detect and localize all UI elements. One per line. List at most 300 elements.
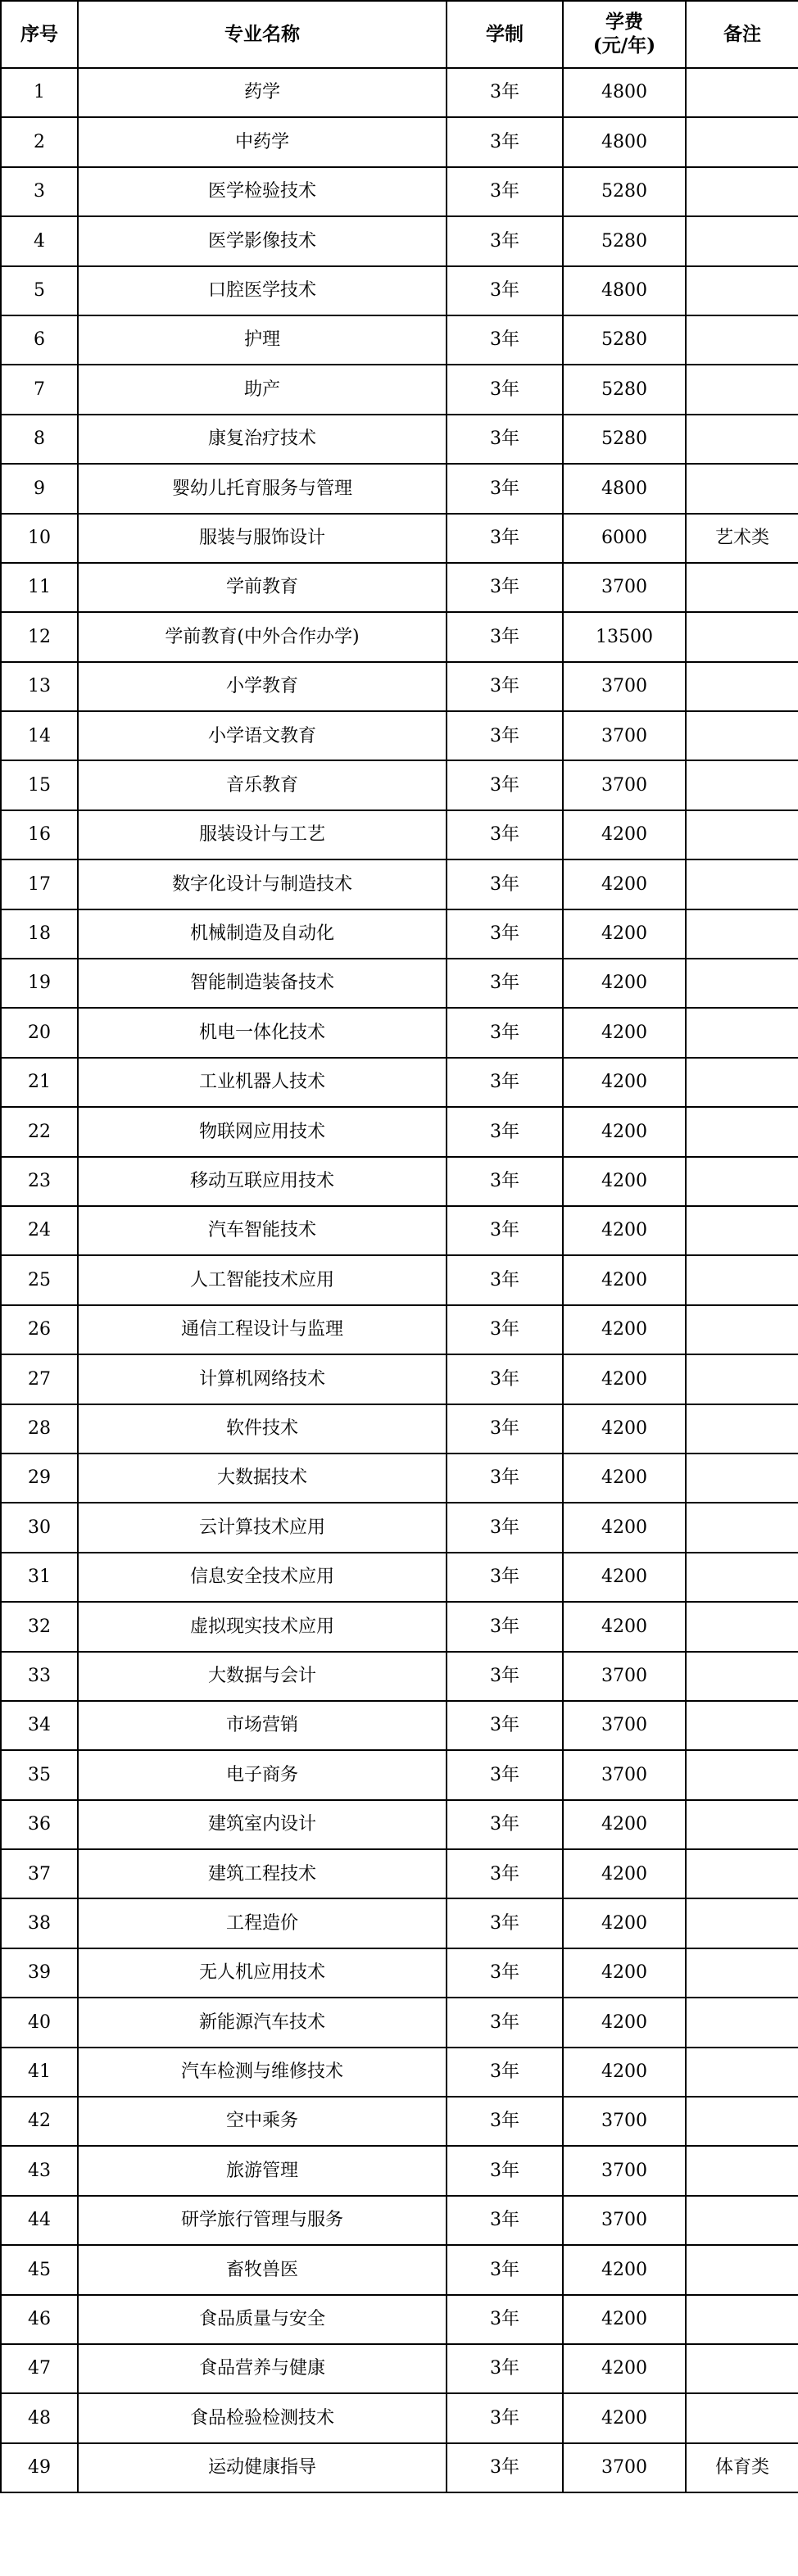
table-row [1,760,798,810]
cell-major-name: 医学影像技术 [78,216,447,265]
cell-major-name: 信息安全技术应用 [78,1553,447,1602]
cell-tuition: 5280 [563,415,686,464]
table-row [1,365,798,414]
cell-tuition: 4200 [563,2245,686,2294]
cell-note [686,2295,798,2344]
cell-duration: 3年 [447,711,563,760]
cell-index: 21 [1,1058,78,1107]
cell-major-name: 食品营养与健康 [78,2344,447,2393]
cell-major-name: 新能源汽车技术 [78,1998,447,2047]
cell-note [686,1602,798,1651]
table-row [1,464,798,513]
table-row [1,1206,798,1255]
cell-note [686,1652,798,1701]
cell-note [686,365,798,414]
cell-tuition: 3700 [563,711,686,760]
cell-duration: 3年 [447,1404,563,1454]
cell-index: 4 [1,216,78,265]
cell-duration: 3年 [447,909,563,959]
cell-major-name: 研学旅行管理与服务 [78,2196,447,2245]
cell-major-name: 通信工程设计与监理 [78,1305,447,1354]
cell-index: 46 [1,2295,78,2344]
cell-tuition: 3700 [563,2196,686,2245]
cell-tuition: 4800 [563,464,686,513]
cell-duration: 3年 [447,2344,563,2393]
table-row [1,1354,798,1404]
cell-index: 24 [1,1206,78,1255]
cell-note [686,1998,798,2047]
cell-index: 40 [1,1998,78,2047]
cell-note [686,68,798,117]
table-row [1,2146,798,2195]
cell-note [686,662,798,711]
cell-major-name: 机电一体化技术 [78,1008,447,1057]
cell-note [686,2344,798,2393]
cell-tuition: 5280 [563,315,686,365]
table-row [1,1553,798,1602]
cell-index: 6 [1,315,78,365]
cell-note [686,1206,798,1255]
cell-tuition: 3700 [563,1652,686,1701]
cell-major-name: 运动健康指导 [78,2443,447,2492]
table-row [1,2196,798,2245]
header-row [1,1,798,68]
cell-index: 42 [1,2097,78,2146]
cell-tuition: 5280 [563,365,686,414]
table-row [1,1255,798,1304]
cell-tuition: 13500 [563,612,686,661]
header-index: 序号 [1,1,78,68]
cell-duration: 3年 [447,1206,563,1255]
cell-index: 33 [1,1652,78,1701]
cell-note [686,1354,798,1404]
cell-tuition: 4200 [563,2295,686,2344]
cell-major-name: 建筑室内设计 [78,1800,447,1849]
cell-duration: 3年 [447,1058,563,1107]
cell-duration: 3年 [447,266,563,315]
cell-index: 2 [1,117,78,166]
table-row [1,2443,798,2492]
cell-tuition: 4200 [563,1849,686,1898]
cell-note [686,1553,798,1602]
cell-index: 11 [1,563,78,612]
cell-note [686,167,798,216]
cell-duration: 3年 [447,1354,563,1404]
cell-note [686,760,798,810]
cell-tuition: 3700 [563,760,686,810]
cell-tuition: 4200 [563,1354,686,1404]
cell-note [686,1404,798,1454]
cell-major-name: 大数据与会计 [78,1652,447,1701]
cell-duration: 3年 [447,1553,563,1602]
cell-duration: 3年 [447,760,563,810]
cell-tuition: 3700 [563,662,686,711]
cell-tuition: 4200 [563,1305,686,1354]
table-row [1,2048,798,2097]
cell-index: 30 [1,1503,78,1552]
cell-index: 31 [1,1553,78,1602]
cell-duration: 3年 [447,1255,563,1304]
table-row [1,1454,798,1503]
cell-major-name: 医学检验技术 [78,167,447,216]
cell-tuition: 4200 [563,1255,686,1304]
table-row [1,909,798,959]
cell-major-name: 移动互联应用技术 [78,1157,447,1206]
table-row [1,810,798,859]
cell-major-name: 音乐教育 [78,760,447,810]
cell-index: 32 [1,1602,78,1651]
cell-index: 14 [1,711,78,760]
cell-tuition: 3700 [563,563,686,612]
table-row [1,2295,798,2344]
cell-duration: 3年 [447,2393,563,2442]
cell-tuition: 3700 [563,2097,686,2146]
cell-index: 17 [1,859,78,909]
cell-note [686,810,798,859]
cell-major-name: 软件技术 [78,1404,447,1454]
cell-duration: 3年 [447,514,563,563]
cell-duration: 3年 [447,1454,563,1503]
cell-tuition: 5280 [563,216,686,265]
cell-duration: 3年 [447,1107,563,1156]
cell-index: 22 [1,1107,78,1156]
table-row [1,1157,798,1206]
table-row [1,1058,798,1107]
table-row [1,68,798,117]
table-row [1,959,798,1008]
cell-tuition: 4800 [563,117,686,166]
header-major-name: 专业名称 [78,1,447,68]
header-tuition [563,1,686,68]
table-row [1,2344,798,2393]
cell-major-name: 畜牧兽医 [78,2245,447,2294]
cell-index: 15 [1,760,78,810]
cell-tuition: 4200 [563,859,686,909]
cell-note [686,216,798,265]
cell-index: 16 [1,810,78,859]
table-row [1,1404,798,1454]
table-row [1,1998,798,2047]
cell-index: 23 [1,1157,78,1206]
cell-index: 36 [1,1800,78,1849]
table-row [1,117,798,166]
cell-index: 25 [1,1255,78,1304]
cell-tuition: 4200 [563,2344,686,2393]
cell-note [686,266,798,315]
table-row [1,1800,798,1849]
table-row [1,612,798,661]
cell-major-name: 助产 [78,365,447,414]
cell-major-name: 工程造价 [78,1898,447,1948]
cell-index: 44 [1,2196,78,2245]
cell-duration: 3年 [447,810,563,859]
cell-major-name: 旅游管理 [78,2146,447,2195]
cell-duration: 3年 [447,2196,563,2245]
cell-major-name: 口腔医学技术 [78,266,447,315]
cell-duration: 3年 [447,859,563,909]
cell-index: 12 [1,612,78,661]
cell-major-name: 虚拟现实技术应用 [78,1602,447,1651]
cell-duration: 3年 [447,959,563,1008]
table-row [1,1948,798,1998]
table-row [1,563,798,612]
cell-note [686,1503,798,1552]
cell-note [686,1898,798,1948]
cell-tuition: 4200 [563,1553,686,1602]
cell-tuition: 3700 [563,1750,686,1799]
cell-tuition: 4200 [563,1008,686,1057]
cell-tuition: 4200 [563,1404,686,1454]
cell-index: 41 [1,2048,78,2097]
cell-duration: 3年 [447,1998,563,2047]
table-row [1,1305,798,1354]
cell-index: 49 [1,2443,78,2492]
cell-index: 3 [1,167,78,216]
cell-major-name: 服装设计与工艺 [78,810,447,859]
cell-major-name: 计算机网络技术 [78,1354,447,1404]
cell-note [686,1948,798,1998]
cell-major-name: 服装与服饰设计 [78,514,447,563]
cell-major-name: 婴幼儿托育服务与管理 [78,464,447,513]
cell-duration: 3年 [447,365,563,414]
cell-note: 艺术类 [686,514,798,563]
cell-major-name: 智能制造装备技术 [78,959,447,1008]
table-row [1,859,798,909]
header-tuition-label: 学费 [605,11,643,34]
cell-tuition: 4200 [563,1454,686,1503]
table-row [1,2097,798,2146]
table-row [1,1107,798,1156]
cell-tuition: 4200 [563,1058,686,1107]
cell-tuition: 6000 [563,514,686,563]
table-row [1,216,798,265]
cell-index: 29 [1,1454,78,1503]
cell-duration: 3年 [447,1305,563,1354]
cell-major-name: 大数据技术 [78,1454,447,1503]
cell-tuition: 4200 [563,1107,686,1156]
cell-index: 19 [1,959,78,1008]
table-row [1,1849,798,1898]
cell-major-name: 药学 [78,68,447,117]
cell-tuition: 4200 [563,1898,686,1948]
cell-duration: 3年 [447,1008,563,1057]
cell-major-name: 食品检验检测技术 [78,2393,447,2442]
cell-note [686,117,798,166]
table-row [1,1652,798,1701]
table-row [1,1701,798,1750]
cell-tuition: 5280 [563,167,686,216]
cell-duration: 3年 [447,2146,563,2195]
cell-duration: 3年 [447,612,563,661]
cell-duration: 3年 [447,1849,563,1898]
cell-major-name: 无人机应用技术 [78,1948,447,1998]
cell-duration: 3年 [447,216,563,265]
cell-index: 34 [1,1701,78,1750]
cell-tuition: 4200 [563,1206,686,1255]
cell-index: 28 [1,1404,78,1454]
cell-duration: 3年 [447,464,563,513]
cell-tuition: 4800 [563,266,686,315]
cell-index: 48 [1,2393,78,2442]
cell-note [686,1008,798,1057]
cell-tuition: 4200 [563,959,686,1008]
cell-major-name: 康复治疗技术 [78,415,447,464]
table-row [1,514,798,563]
cell-duration: 3年 [447,315,563,365]
cell-duration: 3年 [447,1800,563,1849]
cell-note [686,1157,798,1206]
cell-duration: 3年 [447,1701,563,1750]
table-row [1,167,798,216]
cell-index: 18 [1,909,78,959]
cell-major-name: 小学教育 [78,662,447,711]
cell-index: 7 [1,365,78,414]
cell-major-name: 机械制造及自动化 [78,909,447,959]
cell-tuition: 4200 [563,2393,686,2442]
cell-duration: 3年 [447,2048,563,2097]
table-row [1,2245,798,2294]
cell-note [686,1849,798,1898]
cell-note [686,1305,798,1354]
table-row [1,1898,798,1948]
cell-major-name: 汽车智能技术 [78,1206,447,1255]
cell-note [686,612,798,661]
cell-index: 38 [1,1898,78,1948]
cell-index: 26 [1,1305,78,1354]
cell-duration: 3年 [447,2097,563,2146]
cell-tuition: 3700 [563,2443,686,2492]
table-row [1,266,798,315]
header-duration: 学制 [447,1,563,68]
cell-major-name: 中药学 [78,117,447,166]
cell-duration: 3年 [447,662,563,711]
table-header [1,1,798,68]
table-row [1,1503,798,1552]
header-tuition-unit: (元/年) [592,34,656,57]
table-row [1,1008,798,1057]
cell-tuition: 4200 [563,1157,686,1206]
cell-duration: 3年 [447,1948,563,1998]
cell-major-name: 人工智能技术应用 [78,1255,447,1304]
cell-index: 9 [1,464,78,513]
cell-duration: 3年 [447,415,563,464]
cell-note [686,415,798,464]
cell-major-name: 物联网应用技术 [78,1107,447,1156]
cell-duration: 3年 [447,1750,563,1799]
cell-note [686,959,798,1008]
cell-tuition: 4200 [563,1800,686,1849]
cell-duration: 3年 [447,563,563,612]
cell-tuition: 4200 [563,810,686,859]
cell-note [686,1750,798,1799]
cell-duration: 3年 [447,2443,563,2492]
table-row [1,2393,798,2442]
cell-duration: 3年 [447,2245,563,2294]
cell-duration: 3年 [447,1898,563,1948]
cell-note [686,1701,798,1750]
cell-index: 43 [1,2146,78,2195]
table-row [1,415,798,464]
cell-major-name: 护理 [78,315,447,365]
cell-note [686,1255,798,1304]
header-note: 备注 [686,1,798,68]
cell-major-name: 小学语文教育 [78,711,447,760]
cell-note [686,563,798,612]
cell-note [686,2146,798,2195]
cell-index: 45 [1,2245,78,2294]
cell-major-name: 工业机器人技术 [78,1058,447,1107]
cell-duration: 3年 [447,68,563,117]
cell-tuition: 3700 [563,1701,686,1750]
cell-index: 1 [1,68,78,117]
cell-tuition: 4800 [563,68,686,117]
cell-note [686,711,798,760]
cell-note [686,2393,798,2442]
cell-note [686,2196,798,2245]
cell-tuition: 4200 [563,1948,686,1998]
table-row [1,662,798,711]
cell-duration: 3年 [447,2295,563,2344]
cell-major-name: 云计算技术应用 [78,1503,447,1552]
cell-major-name: 电子商务 [78,1750,447,1799]
cell-note [686,1800,798,1849]
cell-note [686,464,798,513]
table-body [1,68,798,2492]
cell-note [686,909,798,959]
cell-index: 5 [1,266,78,315]
cell-index: 39 [1,1948,78,1998]
cell-major-name: 空中乘务 [78,2097,447,2146]
cell-note [686,2097,798,2146]
cell-duration: 3年 [447,1503,563,1552]
cell-tuition: 4200 [563,1602,686,1651]
cell-note [686,1454,798,1503]
cell-major-name: 学前教育 [78,563,447,612]
cell-index: 10 [1,514,78,563]
cell-index: 47 [1,2344,78,2393]
cell-duration: 3年 [447,1157,563,1206]
cell-note [686,859,798,909]
cell-note: 体育类 [686,2443,798,2492]
cell-duration: 3年 [447,1652,563,1701]
cell-note [686,315,798,365]
cell-index: 20 [1,1008,78,1057]
cell-tuition: 3700 [563,2146,686,2195]
cell-major-name: 食品质量与安全 [78,2295,447,2344]
cell-tuition: 4200 [563,2048,686,2097]
cell-note [686,1107,798,1156]
cell-index: 37 [1,1849,78,1898]
cell-major-name: 市场营销 [78,1701,447,1750]
cell-major-name: 汽车检测与维修技术 [78,2048,447,2097]
cell-major-name: 学前教育(中外合作办学) [78,612,447,661]
cell-duration: 3年 [447,117,563,166]
cell-tuition: 4200 [563,909,686,959]
table-row [1,1602,798,1651]
table-row [1,711,798,760]
table-row [1,1750,798,1799]
cell-note [686,1058,798,1107]
cell-duration: 3年 [447,1602,563,1651]
cell-major-name: 数字化设计与制造技术 [78,859,447,909]
cell-tuition: 4200 [563,1503,686,1552]
cell-major-name: 建筑工程技术 [78,1849,447,1898]
cell-index: 13 [1,662,78,711]
cell-duration: 3年 [447,167,563,216]
table-row [1,315,798,365]
cell-note [686,2245,798,2294]
cell-note [686,2048,798,2097]
